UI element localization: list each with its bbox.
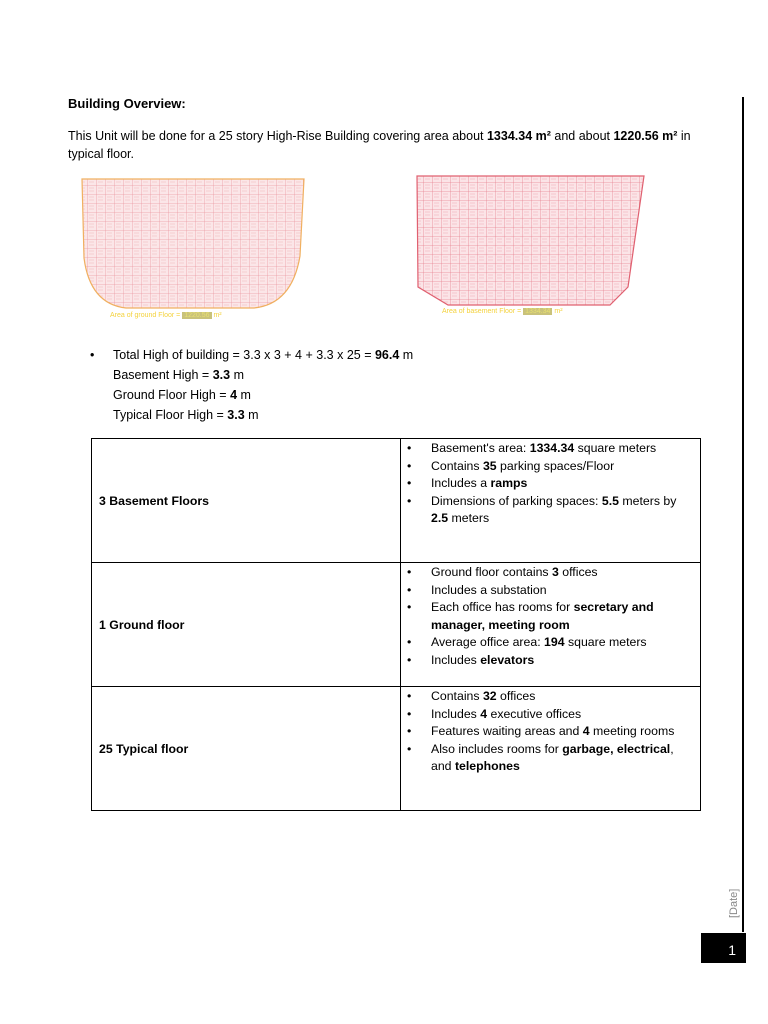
page-number: 1 bbox=[728, 942, 736, 958]
table-row bbox=[92, 439, 701, 563]
height-unit: m bbox=[230, 368, 244, 382]
height-text: Ground Floor High = bbox=[113, 388, 231, 402]
item-text: Basement's area: bbox=[431, 441, 530, 455]
item-text: Contains bbox=[431, 689, 483, 703]
height-value: 3.3 bbox=[227, 408, 245, 422]
item-text: Dimensions of parking spaces: bbox=[431, 493, 602, 508]
item-text: Includes bbox=[431, 706, 481, 721]
list-item bbox=[431, 741, 694, 776]
item-bold: garbage, electrical bbox=[562, 741, 671, 756]
height-value: 4 bbox=[230, 388, 238, 402]
total-height-item bbox=[90, 345, 413, 365]
list-item bbox=[431, 458, 694, 476]
item-text: Contains bbox=[431, 458, 483, 473]
row-label: 1 Ground floor bbox=[92, 563, 401, 687]
intro-area-typical: 1220.56 m² bbox=[613, 129, 678, 143]
row-label: 3 Basement Floors bbox=[92, 439, 401, 563]
row-label: 25 Typical floor bbox=[92, 687, 401, 811]
item-text: Includes a substation bbox=[431, 582, 547, 597]
row-details bbox=[401, 563, 701, 687]
basement-floor-plan bbox=[414, 173, 649, 323]
basement-floor-caption-value: 1334.34 bbox=[525, 308, 551, 315]
row-details bbox=[401, 439, 701, 563]
list-item bbox=[431, 564, 694, 582]
basement-floor-caption-text: Area of basement Floor = bbox=[442, 308, 524, 315]
list-item bbox=[431, 688, 694, 706]
list-item bbox=[431, 652, 694, 670]
list-item bbox=[431, 582, 694, 600]
basement-floor-caption bbox=[442, 308, 563, 315]
intro-text: in typical floor. bbox=[68, 129, 691, 161]
basement-floor-caption-unit: m² bbox=[552, 308, 563, 315]
item-bold: 4 bbox=[480, 706, 488, 721]
item-text: Ground floor contains bbox=[431, 565, 552, 579]
item-text: square meters bbox=[574, 441, 657, 455]
item-bold: 32 bbox=[482, 689, 497, 703]
ground-floor-plan-drawing bbox=[78, 176, 308, 326]
basement-floor-outline bbox=[417, 176, 644, 305]
details-list bbox=[431, 688, 694, 776]
height-text: Typical Floor High = bbox=[113, 408, 228, 422]
typical-height-item bbox=[90, 405, 413, 425]
height-list bbox=[90, 345, 413, 425]
item-text: Includes bbox=[431, 652, 481, 667]
item-bold: 4 bbox=[582, 724, 590, 738]
item-bold: ramps bbox=[490, 476, 528, 490]
intro-area-ground: 1334.34 m² bbox=[486, 129, 551, 143]
height-unit: m bbox=[399, 348, 414, 362]
item-text: , and bbox=[431, 741, 674, 773]
page-number-box bbox=[701, 933, 746, 963]
item-bold: 3 bbox=[552, 565, 559, 579]
item-text: meters bbox=[448, 511, 490, 525]
item-text: Average office area: bbox=[431, 635, 545, 649]
height-text: Basement High = bbox=[113, 368, 213, 382]
ground-floor-plan bbox=[78, 176, 308, 326]
date-placeholder[interactable]: [Date] bbox=[728, 888, 740, 918]
item-bold: telephones bbox=[454, 759, 520, 773]
list-item bbox=[431, 493, 694, 528]
list-item bbox=[431, 475, 694, 493]
item-text: square meters bbox=[564, 635, 647, 649]
height-unit: m bbox=[237, 388, 251, 402]
ground-floor-caption-unit: m² bbox=[211, 312, 222, 319]
item-bold: elevators bbox=[480, 652, 535, 667]
item-text: parking spaces/Floor bbox=[496, 458, 615, 473]
ground-floor-caption bbox=[110, 312, 222, 319]
item-text: meters by bbox=[618, 493, 677, 508]
item-text: executive offices bbox=[487, 706, 582, 721]
item-text: offices bbox=[558, 565, 598, 579]
item-bold: 5.5 bbox=[601, 493, 619, 508]
table-row bbox=[92, 563, 701, 687]
intro-paragraph bbox=[68, 127, 708, 163]
bullet-icon: • bbox=[90, 348, 95, 362]
item-bold: 194 bbox=[544, 635, 565, 649]
item-text: Also includes rooms for bbox=[431, 741, 563, 756]
list-item bbox=[431, 706, 694, 724]
details-list bbox=[431, 440, 694, 528]
height-value: 96.4 bbox=[374, 348, 400, 362]
floor-spec-table bbox=[91, 438, 701, 811]
item-text: Includes a bbox=[431, 476, 491, 490]
ground-floor-outline bbox=[82, 179, 304, 308]
ground-floor-caption-text: Area of ground Floor = bbox=[110, 312, 183, 319]
height-value: 3.3 bbox=[212, 368, 231, 382]
list-item bbox=[431, 440, 694, 458]
height-text: Total High of building = 3.3 x 3 + 4 + 3.3 x 25 = bbox=[113, 348, 375, 362]
item-bold: secretary and manager, meeting room bbox=[431, 600, 654, 632]
section-heading: Building Overview: bbox=[68, 96, 186, 111]
item-text: Each office has rooms for bbox=[431, 600, 574, 614]
intro-text: and about bbox=[550, 129, 614, 143]
list-item bbox=[431, 723, 694, 741]
item-bold: 2.5 bbox=[431, 511, 449, 525]
intro-text: This Unit will be done for a 25 story High-Rise Building covering area about bbox=[68, 129, 487, 143]
basement-floor-plan-drawing bbox=[414, 173, 649, 323]
table-row bbox=[92, 687, 701, 811]
item-text: meeting rooms bbox=[589, 724, 675, 738]
item-bold: 35 bbox=[482, 458, 497, 473]
row-details bbox=[401, 687, 701, 811]
details-list bbox=[431, 564, 694, 669]
ground-floor-caption-value: 1220.56 bbox=[184, 312, 210, 319]
list-item bbox=[431, 599, 694, 634]
ground-height-item bbox=[90, 385, 413, 405]
item-text: Features waiting areas and bbox=[431, 724, 583, 738]
item-bold: 1334.34 bbox=[529, 441, 575, 455]
basement-height-item bbox=[90, 365, 413, 385]
list-item bbox=[431, 634, 694, 652]
height-unit: m bbox=[244, 408, 259, 422]
margin-rule bbox=[742, 97, 744, 932]
item-text: offices bbox=[496, 689, 536, 703]
